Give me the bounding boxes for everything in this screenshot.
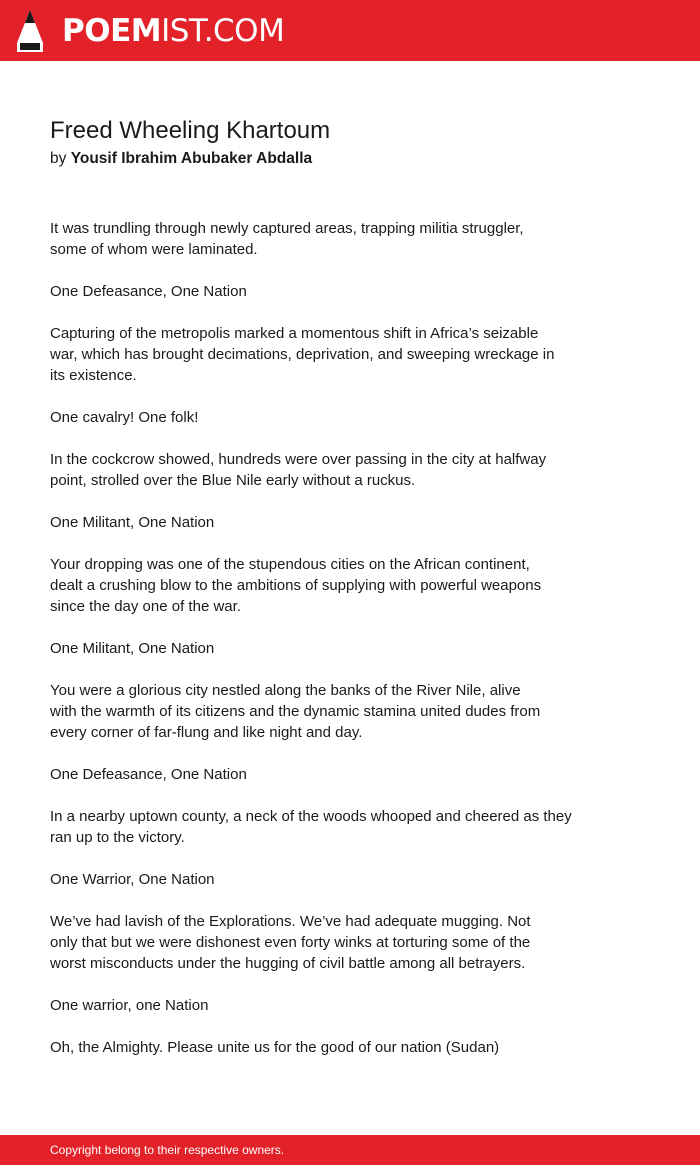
poem-refrain: One warrior, one Nation [50, 997, 209, 1014]
author-name: Yousif Ibrahim Abubaker Abdalla [70, 150, 313, 167]
poem-refrain: One Defeasance, One Nation [50, 283, 247, 300]
poem-refrain: One Defeasance, One Nation [50, 766, 247, 783]
poem-title: Freed Wheeling Khartoum [50, 117, 331, 144]
poem-stanza: We’ve had lavish of the Explorations. We’ve had adequate mugging. Not only that but we were dishonest even forty winks at torturing some of the worst misconducts under the hugging of civil battle among all betrayers. [50, 913, 531, 972]
brand-bold-text: POEM [62, 13, 162, 49]
byline [50, 148, 312, 170]
site-footer [0, 1135, 700, 1165]
poem-refrain: One Militant, One Nation [50, 514, 215, 531]
poem-stanza: In the cockcrow showed, hundreds were over passing in the city at halfway point, strolled over the Blue Nile early without a ruckus. [50, 451, 547, 489]
poem-stanza: In a nearby uptown county, a neck of the woods whooped and cheered as they ran up to the victory. [50, 808, 572, 846]
poem-stanza: It was trundling through newly captured areas, trapping militia struggler, some of whom were laminated. [50, 220, 524, 258]
pencil-tip-icon[interactable] [16, 9, 44, 53]
brand-light-text: IST.COM [161, 13, 285, 49]
site-header [0, 0, 700, 61]
by-label: by [50, 150, 67, 167]
site-logo[interactable] [62, 11, 284, 51]
poem-stanza: Your dropping was one of the stupendous cities on the African continent, dealt a crushing blow to the ambitions of supplying with powerful weapons since the day one of the war. [50, 556, 542, 615]
poem-refrain: One cavalry! One folk! [50, 409, 199, 426]
poem-stanza: Oh, the Almighty. Please unite us for the good of our nation (Sudan) [50, 1039, 500, 1056]
poem-refrain: One Militant, One Nation [50, 640, 215, 657]
poem-stanza: You were a glorious city nestled along the banks of the River Nile, alive with the warmth of its citizens and the dynamic stamina united dudes from every corner of far-flung and like night and day. [50, 682, 541, 741]
poem-refrain: One Warrior, One Nation [50, 871, 215, 888]
poem-body [50, 218, 610, 1079]
copyright-text: Copyright belong to their respective owners. [50, 1143, 285, 1157]
poem-stanza: Capturing of the metropolis marked a momentous shift in Africa’s seizable war, which has brought decimations, deprivation, and sweeping wreckage in its existence. [50, 325, 555, 384]
